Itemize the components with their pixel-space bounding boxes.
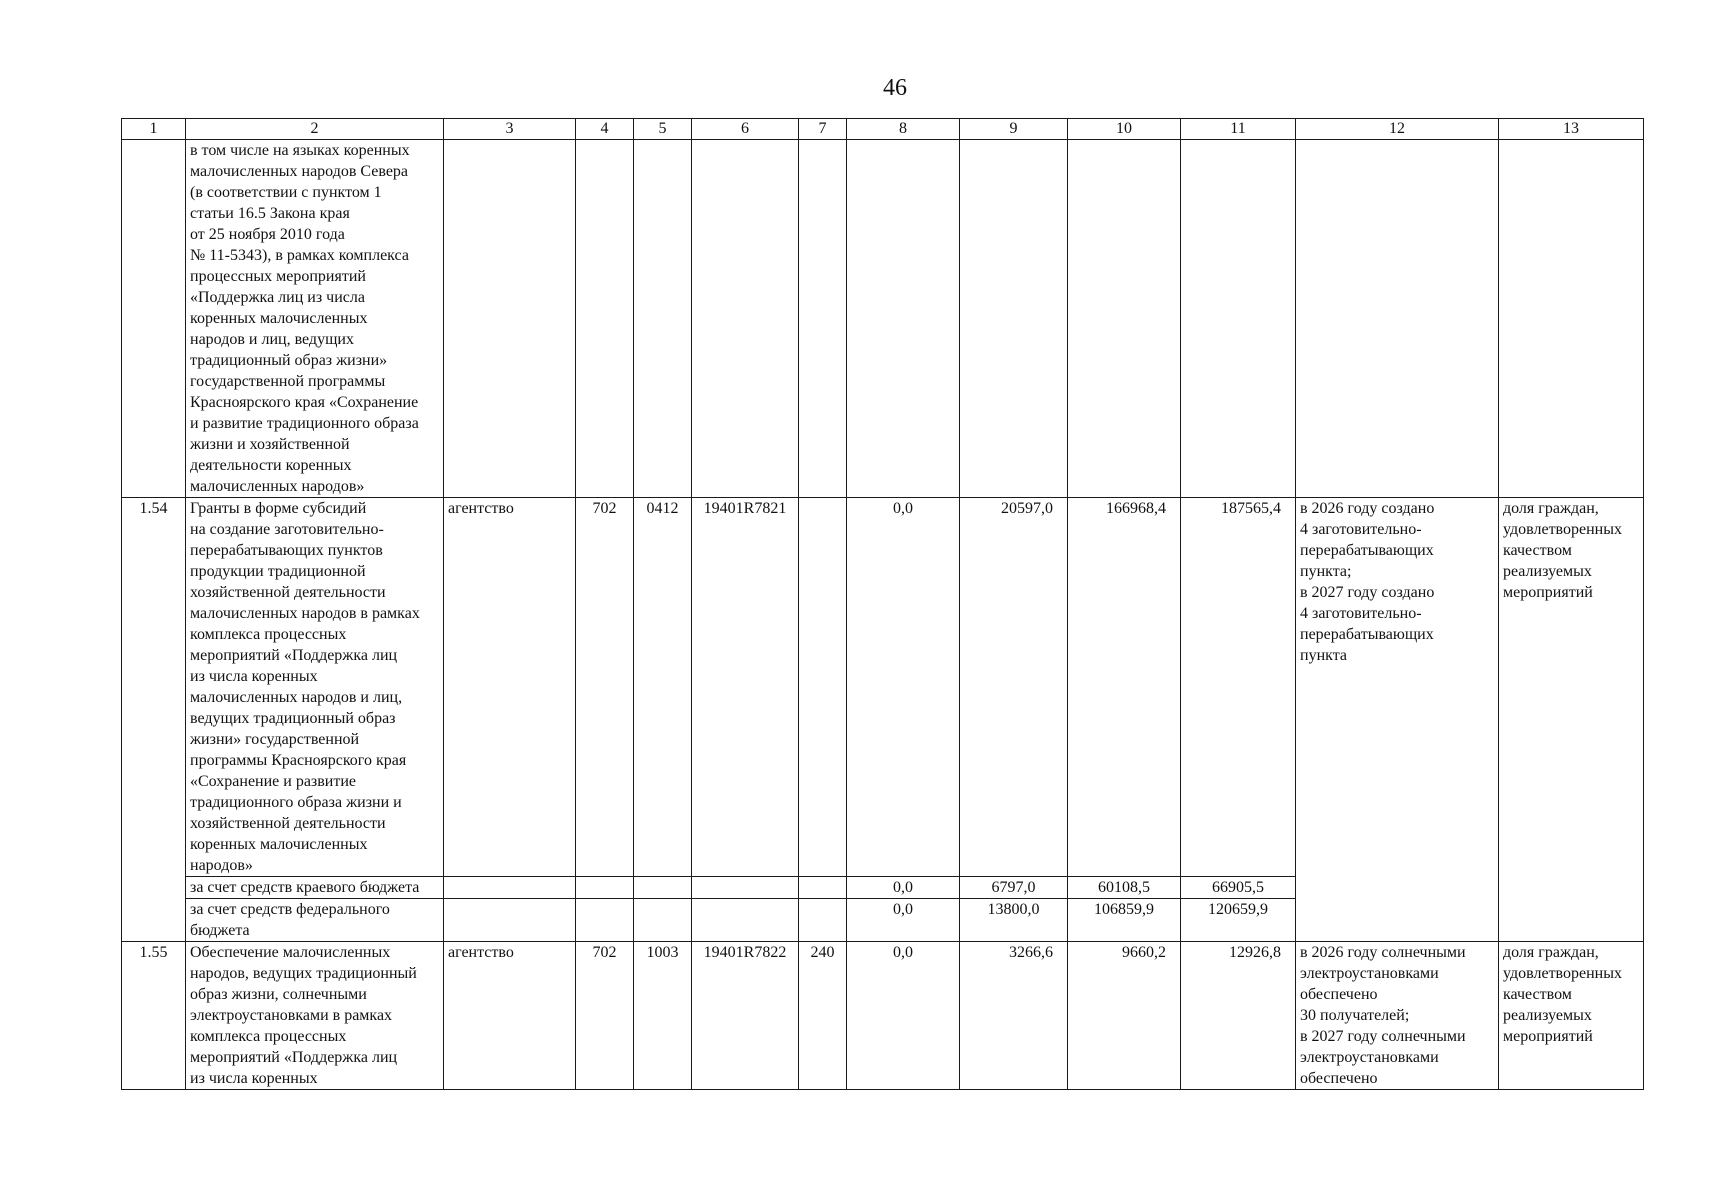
- header-cell: 5: [634, 119, 692, 140]
- amount-cell: 66905,5: [1181, 877, 1296, 899]
- table-row-1-55: [122, 942, 1644, 1090]
- header-cell: 2: [186, 119, 444, 140]
- row-number: 1.55: [122, 942, 186, 1090]
- indicator-cell: доля граждан, удовлетворенных качеством реализуемых мероприятий: [1499, 498, 1644, 942]
- amount-cell: 9660,2: [1068, 942, 1181, 1090]
- amount-cell: 0,0: [847, 498, 960, 877]
- indicator-cell: доля граждан, удовлетворенных качеством реализуемых мероприятий: [1499, 942, 1644, 1090]
- executor-cell: агентство: [444, 942, 576, 1090]
- header-cell: 8: [847, 119, 960, 140]
- amount-cell: 20597,0: [960, 498, 1068, 877]
- header-cell: 10: [1068, 119, 1181, 140]
- page-number: 46: [883, 75, 907, 101]
- result-cell: в 2026 году солнечными электроустановками обеспечено 30 получателей; в 2027 году солнечными электроустановками обеспечено: [1296, 942, 1499, 1090]
- result-cell: в 2026 году создано 4 заготовительно- перерабатывающих пункта; в 2027 году создано 4 заготовительно- перерабатывающих пункта: [1296, 498, 1499, 942]
- header-cell: 11: [1181, 119, 1296, 140]
- code-cell: 19401R7821: [692, 498, 799, 877]
- amount-cell: 187565,4: [1181, 498, 1296, 877]
- header-cell: 4: [576, 119, 634, 140]
- code-cell: 1003: [634, 942, 692, 1090]
- amount-cell: 106859,9: [1068, 899, 1181, 942]
- amount-cell: 0,0: [847, 877, 960, 899]
- header-cell: 12: [1296, 119, 1499, 140]
- row-number: 1.54: [122, 498, 186, 942]
- code-cell: 19401R7822: [692, 942, 799, 1090]
- header-row: [122, 119, 1644, 140]
- subrow-label: за счет средств федерального бюджета: [186, 899, 444, 942]
- budget-table: [121, 118, 1644, 1090]
- header-cell: 6: [692, 119, 799, 140]
- code-cell: 0412: [634, 498, 692, 877]
- amount-cell: 13800,0: [960, 899, 1068, 942]
- executor-cell: агентство: [444, 498, 576, 877]
- header-cell: 9: [960, 119, 1068, 140]
- amount-cell: 6797,0: [960, 877, 1068, 899]
- subrow-label: за счет средств краевого бюджета: [186, 877, 444, 899]
- amount-cell: 60108,5: [1068, 877, 1181, 899]
- amount-cell: 120659,9: [1181, 899, 1296, 942]
- continuation-description: в том числе на языках коренных малочисленных народов Севера (в соответствии с пунктом 1 статьи 16.5 Закона края от 25 ноября 2010 года № 11-5343), в рамках комплекса процессных мероприятий «Поддержка лиц из числа коренных малочисленных народов и лиц, ведущих традиционный образ жизни» государственной программы Красноярского края «Сохранение и развитие традиционного образа жизни и хозяйственной деятельности коренных малочисленных народов»: [186, 140, 444, 498]
- row-description: Обеспечение малочисленных народов, ведущих традиционный образ жизни, солнечными электроустановками в рамках комплекса процессных мероприятий «Поддержка лиц из числа коренных: [186, 942, 444, 1090]
- row-description: Гранты в форме субсидий на создание заготовительно- перерабатывающих пунктов продукции традиционной хозяйственной деятельности малочисленных народов в рамках комплекса процессных мероприятий «Поддержка лиц из числа коренных малочисленных народов и лиц, ведущих традиционный образ жизни» государственной программы Красноярского края «Сохранение и развитие традиционного образа жизни и хозяйственной деятельности коренных малочисленных народов»: [186, 498, 444, 877]
- amount-cell: 12926,8: [1181, 942, 1296, 1090]
- header-cell: 3: [444, 119, 576, 140]
- amount-cell: 0,0: [847, 899, 960, 942]
- amount-cell: 0,0: [847, 942, 960, 1090]
- code-cell: [799, 498, 847, 877]
- header-cell: 1: [122, 119, 186, 140]
- header-cell: 7: [799, 119, 847, 140]
- header-cell: 13: [1499, 119, 1644, 140]
- code-cell: 702: [576, 942, 634, 1090]
- table-row-1-54: [122, 498, 1644, 877]
- amount-cell: 3266,6: [960, 942, 1068, 1090]
- code-cell: 240: [799, 942, 847, 1090]
- code-cell: 702: [576, 498, 634, 877]
- amount-cell: 166968,4: [1068, 498, 1181, 877]
- continuation-row: [122, 140, 1644, 498]
